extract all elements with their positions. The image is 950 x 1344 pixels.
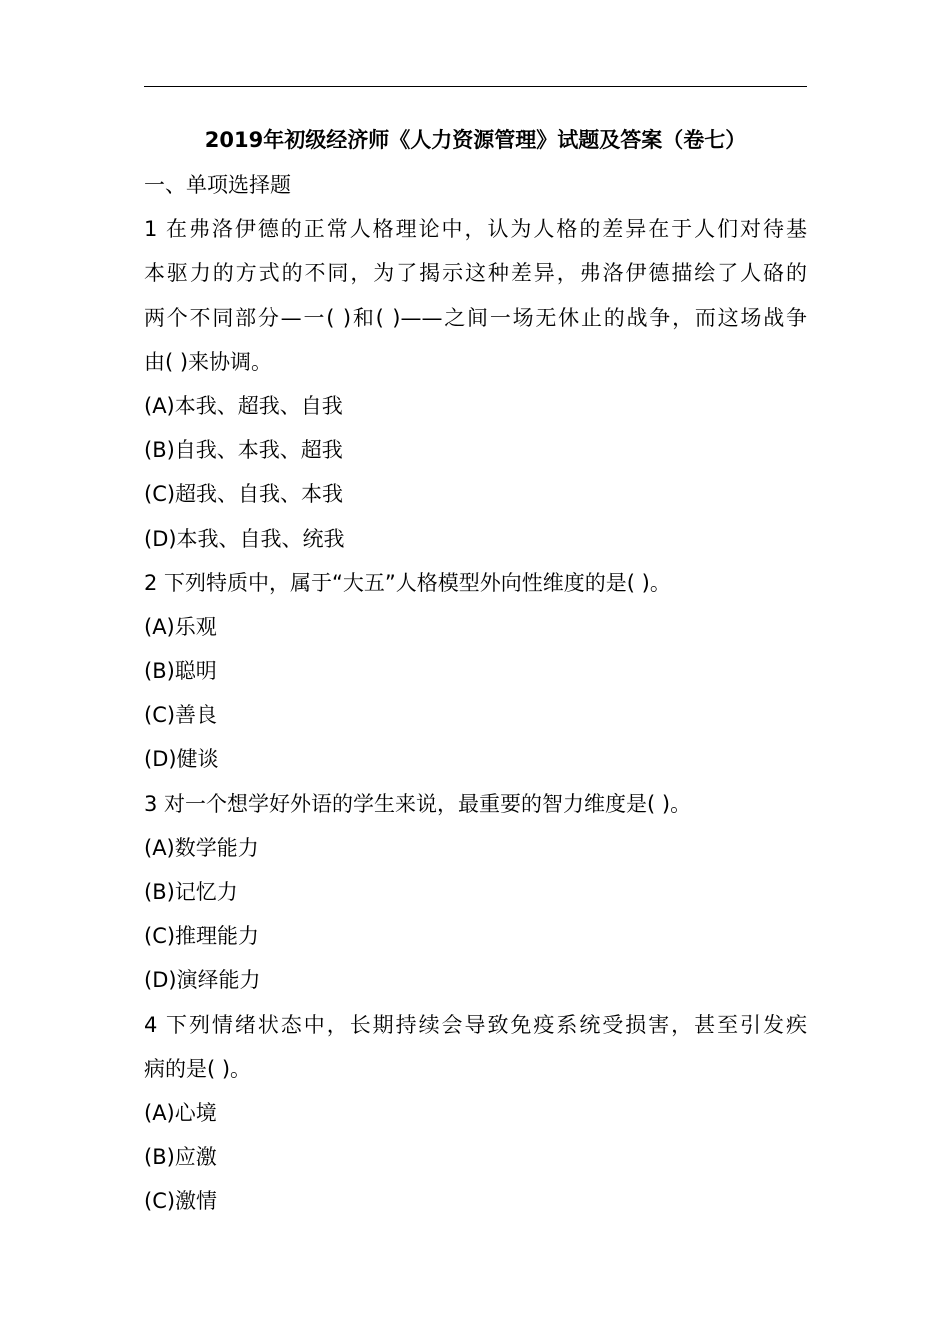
question-2-option-c: (C)善良 bbox=[144, 703, 218, 728]
question-1-stem-line-2: 本驱力的方式的不同，为了揭示这种差异，弗洛伊德描绘了人硌的 bbox=[144, 261, 807, 286]
question-4-option-a: (A)心境 bbox=[144, 1100, 217, 1125]
document-body bbox=[144, 163, 807, 1224]
section-heading: 一、单项选择题 bbox=[144, 173, 291, 197]
question-3-option-d: (D)演绎能力 bbox=[144, 968, 261, 993]
question-2-option-b: (B)聪明 bbox=[144, 659, 217, 684]
question-1-option-a: (A)本我、超我、自我 bbox=[144, 393, 343, 418]
header-rule bbox=[144, 86, 807, 87]
question-1-stem-line-1: 1 在弗洛伊德的正常人格理论中，认为人格的差异在于人们对待基 bbox=[144, 217, 807, 242]
question-3-stem-line-1: 3 对一个想学好外语的学生来说，最重要的智力维度是( )。 bbox=[144, 791, 692, 816]
question-1-option-b: (B)自我、本我、超我 bbox=[144, 438, 343, 463]
question-2-stem-line-1: 2 下列特质中，属于“大五”人格模型外向性维度的是( )。 bbox=[144, 570, 671, 595]
question-1-stem-line-3: 两个不同部分—一( )和( )——之间一场无休止的战争，而这场战争 bbox=[144, 305, 807, 330]
question-4-option-c: (C)激情 bbox=[144, 1189, 218, 1214]
question-2-option-d: (D)健谈 bbox=[144, 747, 219, 772]
question-2-option-a: (A)乐观 bbox=[144, 614, 217, 639]
question-4-option-b: (B)应激 bbox=[144, 1145, 217, 1170]
question-4-stem-line-1: 4 下列情绪状态中，长期持续会导致免疫系统受损害，甚至引发疾 bbox=[144, 1012, 807, 1037]
question-4-stem-line-2: 病的是( )。 bbox=[144, 1056, 252, 1081]
question-3-option-a: (A)数学能力 bbox=[144, 835, 259, 860]
question-3-option-c: (C)推理能力 bbox=[144, 924, 260, 949]
question-1-option-c: (C)超我、自我、本我 bbox=[144, 482, 344, 507]
document-title: 2019年初级经济师《人力资源管理》试题及答案（卷七） bbox=[204, 128, 747, 152]
question-1-option-d: (D)本我、自我、统我 bbox=[144, 526, 345, 551]
question-1-stem-line-4: 由( )来协调。 bbox=[144, 349, 273, 374]
question-3-option-b: (B)记忆力 bbox=[144, 880, 238, 904]
